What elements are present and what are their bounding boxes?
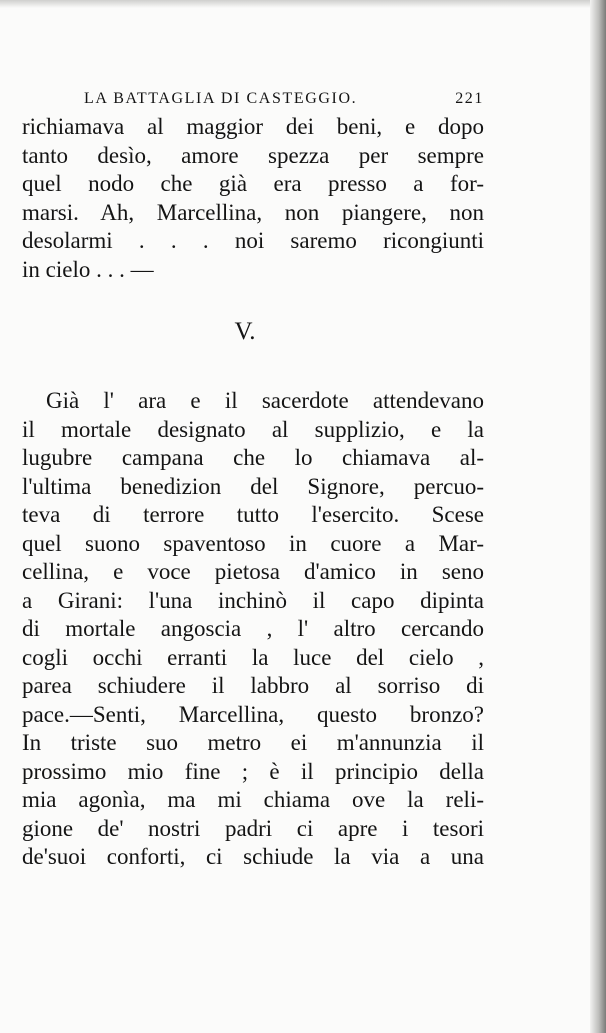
continuation-paragraph (22, 113, 484, 284)
running-head (84, 90, 484, 112)
text-line: il mortale designato al supplizio, e la (22, 416, 484, 442)
text-line: de'suoi conforti, ci schiude la via a una (22, 844, 484, 869)
text-line: lugubre campana che lo chiamava al- (22, 445, 484, 470)
text-line: gione de' nostri padri ci apre i tesori (22, 815, 484, 841)
text-line: richiamava al maggior dei beni, e dopo (22, 114, 484, 139)
text-line: quel nodo che già era presso a for- (22, 171, 484, 196)
page-top-shadow (0, 0, 606, 8)
text-line: quel suono spaventoso in cuore a Mar- (22, 530, 484, 556)
text-line: pace.—Senti, Marcellina, questo bronzo? (22, 701, 484, 727)
section-number: V. (234, 318, 256, 345)
text-line: cogli occhi erranti la luce del cielo , (22, 644, 484, 670)
page-number: 221 (455, 90, 484, 107)
section-paragraph (22, 387, 484, 872)
text-line: parea schiudere il labbro al sorriso di (22, 673, 484, 698)
page-gutter-shadow (590, 0, 606, 1033)
text-line: tanto desìo, amore spezza per sempre (22, 142, 484, 168)
text-line: desolarmi . . . noi saremo ricongiunti (22, 228, 484, 253)
running-title: LA BATTAGLIA DI CASTEGGIO. (84, 90, 358, 107)
text-line: marsi. Ah, Marcellina, non piangere, non (22, 199, 484, 225)
text-line: In triste suo metro ei m'annunzia il (22, 730, 484, 755)
text-line: l'ultima benedizion del Signore, percuo- (22, 473, 484, 499)
text-line: cellina, e voce pietosa d'amico in seno (22, 559, 484, 584)
text-line: prossimo mio fine ; è il principio della (22, 758, 484, 784)
text-line: Già l' ara e il sacerdote attendevano (46, 388, 484, 413)
text-line: in cielo . . . — (22, 256, 154, 282)
text-line: mia agonìa, ma mi chiama ove la reli- (22, 787, 484, 812)
text-line: a Girani: l'una inchinò il capo dipinta (22, 587, 484, 613)
text-line: di mortale angoscia , l' altro cercando (22, 616, 484, 641)
text-line: teva di terrore tutto l'esercito. Scese (22, 502, 484, 527)
